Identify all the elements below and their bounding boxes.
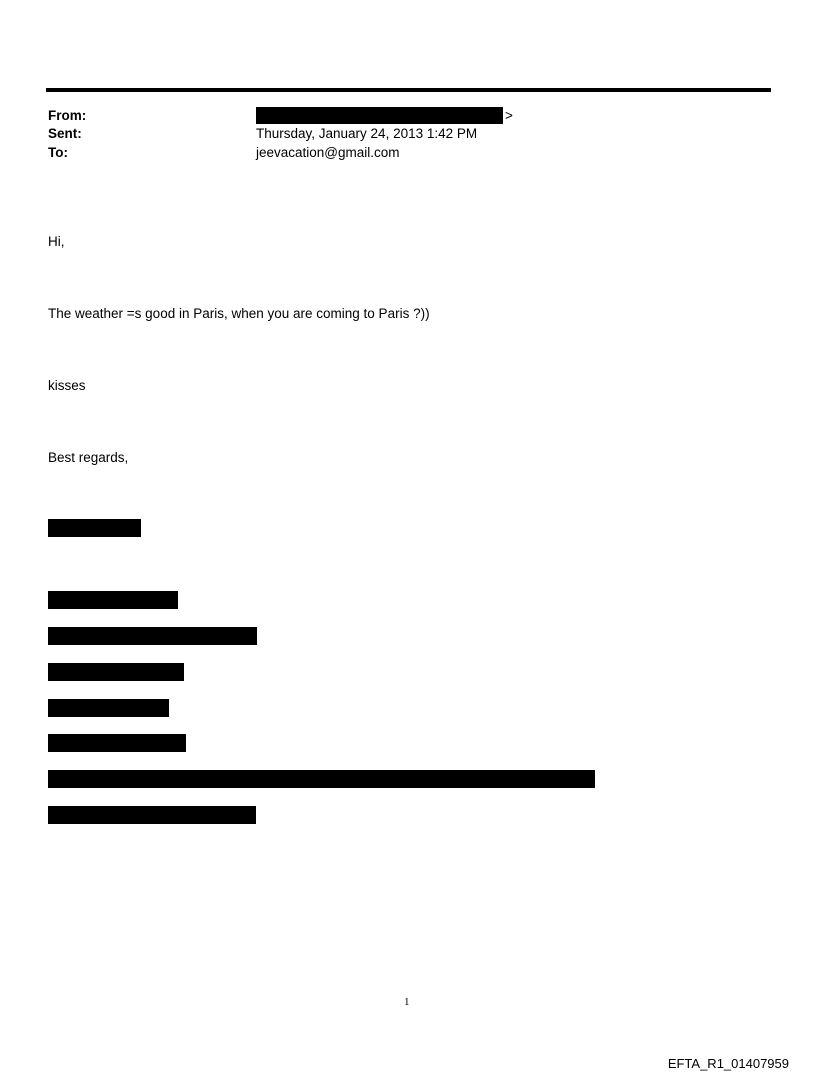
header-rule <box>46 88 771 92</box>
closing-text: Best regards, <box>48 450 129 465</box>
signature-line-redaction <box>48 806 256 824</box>
from-redaction <box>256 107 503 124</box>
to-value: jeevacation@gmail.com <box>256 145 400 160</box>
sign-off-text: kisses <box>48 378 86 393</box>
signature-line-redaction <box>48 699 169 717</box>
to-label: To: <box>48 145 68 160</box>
signature-line-redaction <box>48 663 184 681</box>
document-id: EFTA_R1_01407959 <box>667 1056 789 1071</box>
signature-line-redaction <box>48 627 257 645</box>
from-suffix: > <box>505 108 513 123</box>
greeting-text: Hi, <box>48 234 65 249</box>
signature-name-redaction <box>48 519 141 537</box>
sent-value: Thursday, January 24, 2013 1:42 PM <box>256 126 478 141</box>
from-label: From: <box>48 108 87 123</box>
sent-label: Sent: <box>48 126 82 141</box>
message-line: The weather =s good in Paris, when you are coming to Paris ?)) <box>48 306 430 321</box>
signature-line-redaction <box>48 734 186 752</box>
page-number: 1 <box>404 996 410 1008</box>
signature-line-redaction <box>48 770 595 788</box>
signature-line-redaction <box>48 591 178 609</box>
